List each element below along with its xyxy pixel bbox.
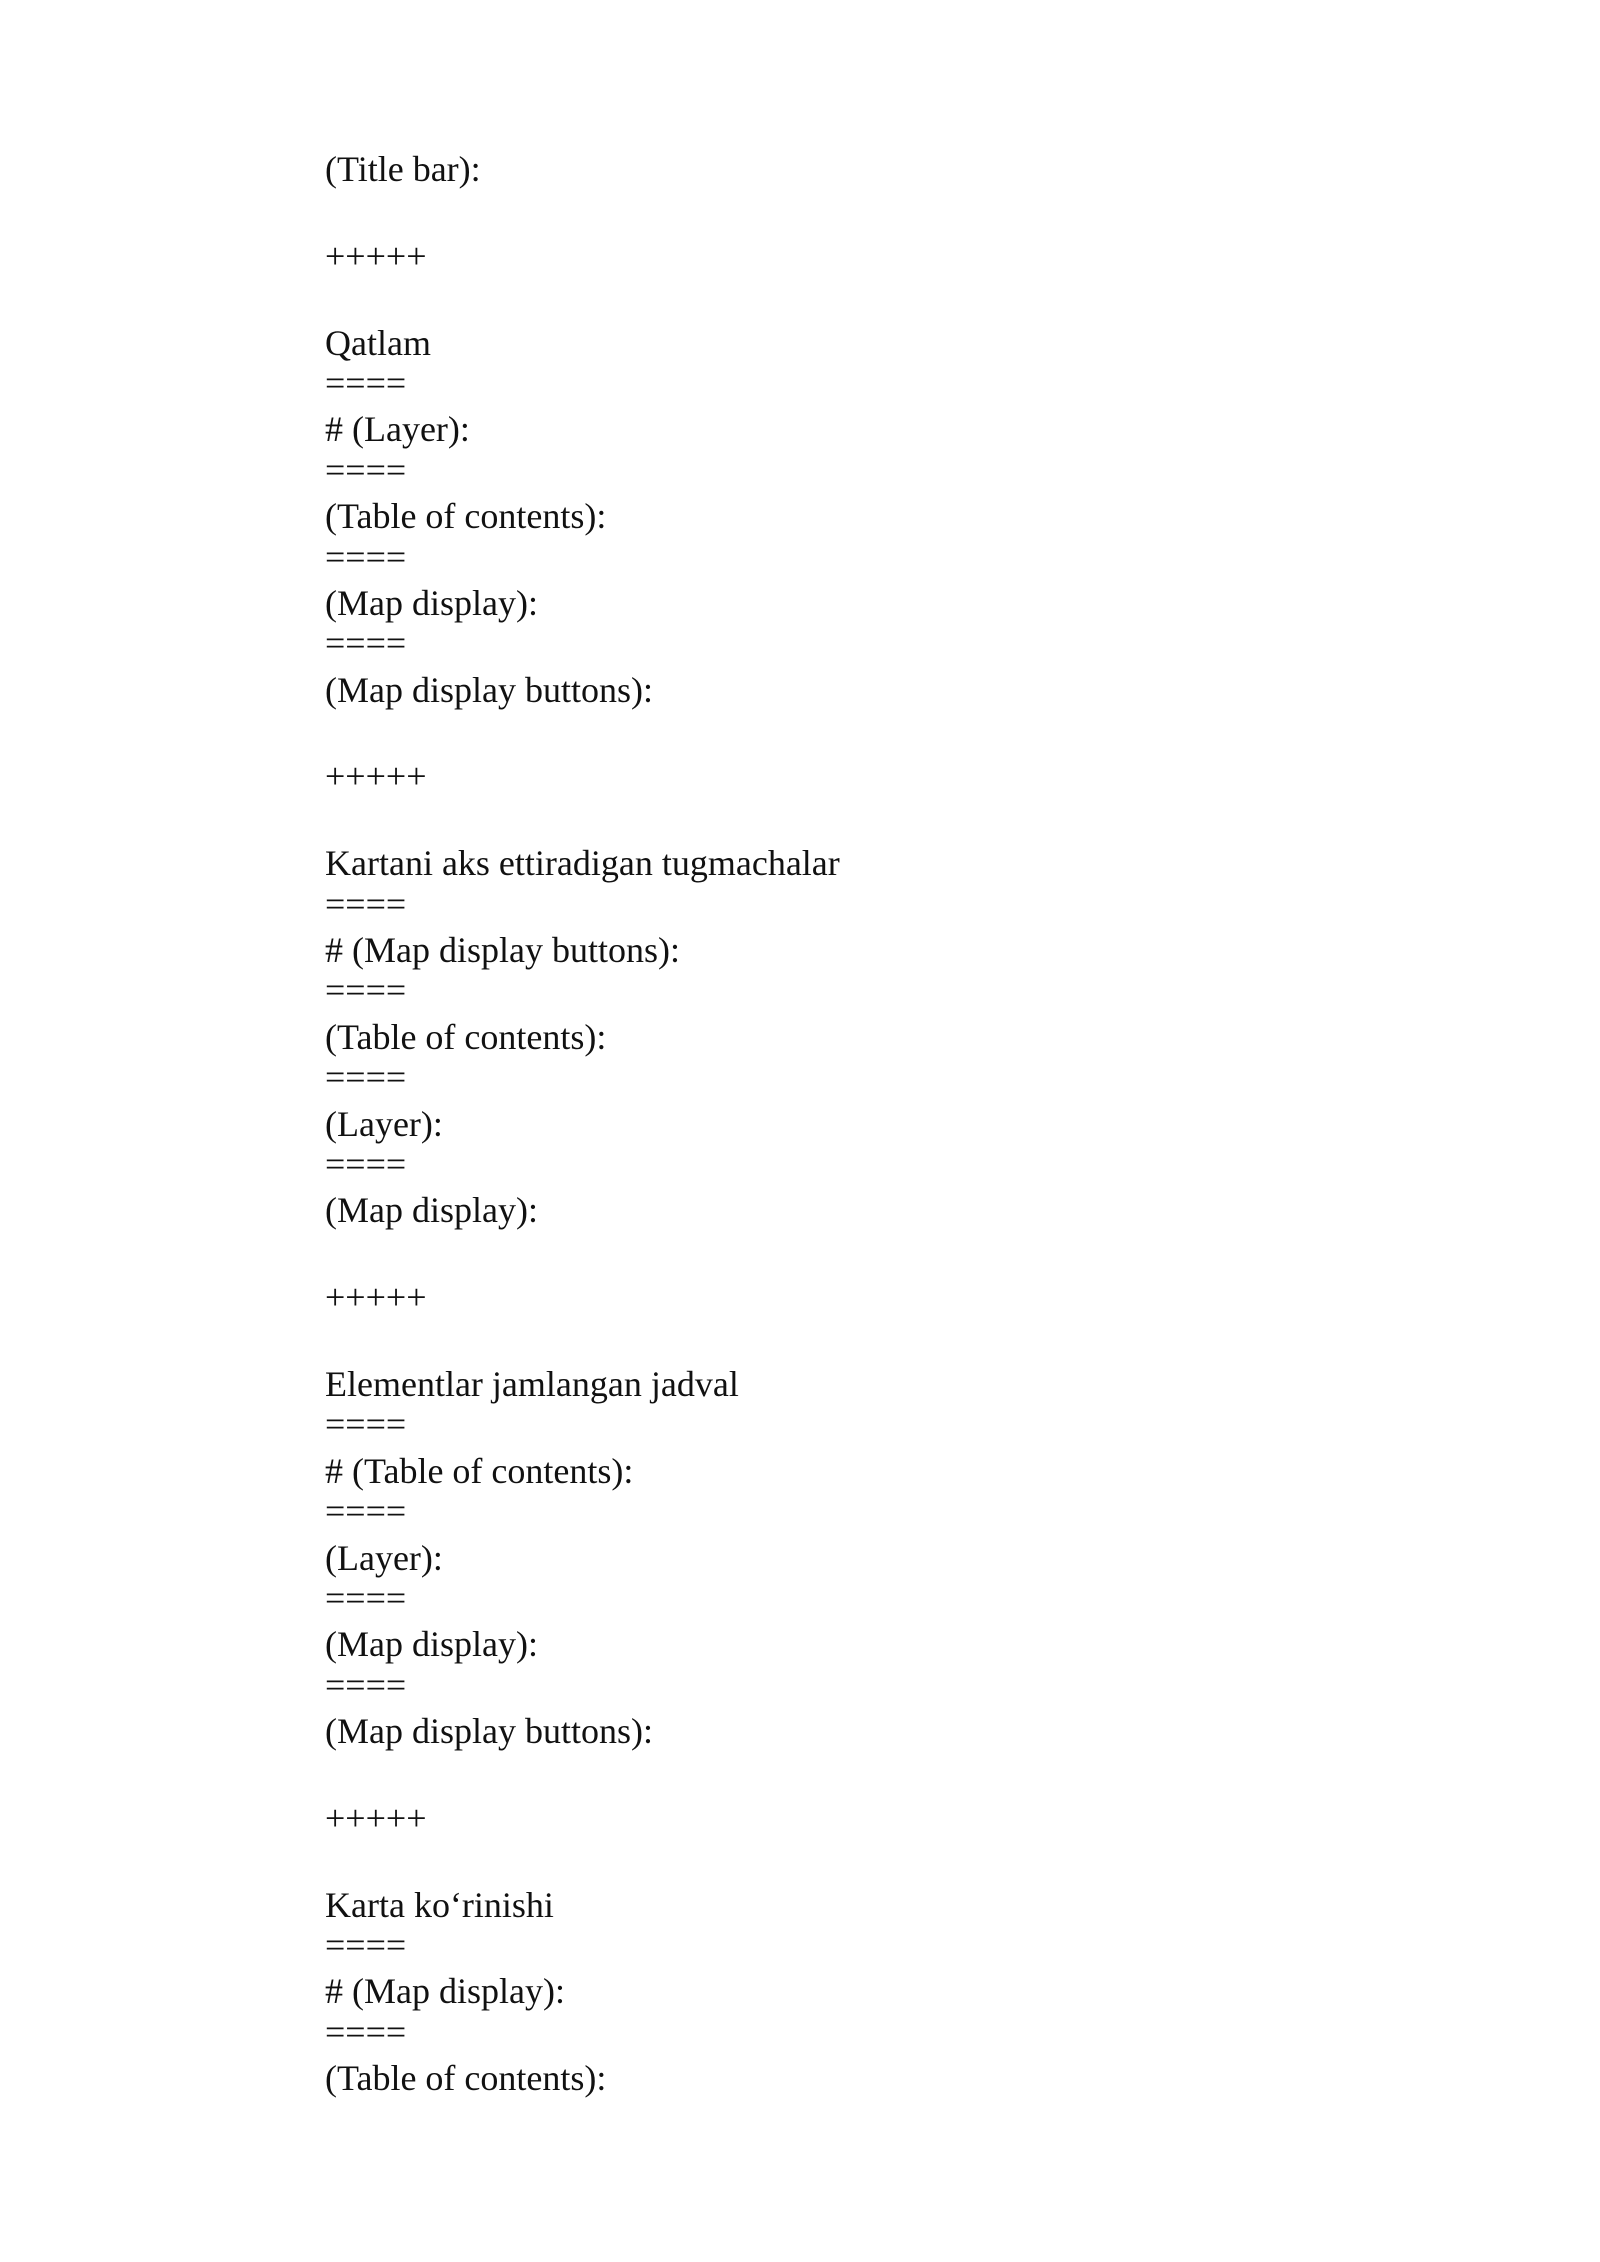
section-heading: # (Map display):: [325, 1971, 565, 2012]
text-line: (Layer):: [325, 1537, 443, 1578]
separator-line: ====: [325, 449, 407, 490]
text-line: (Map display):: [325, 1624, 538, 1665]
separator-line: ====: [325, 1143, 407, 1184]
section-divider: +++++: [325, 756, 427, 797]
text-line: Kartani aks ettiradigan tugmachalar: [325, 843, 840, 884]
separator-line: ====: [325, 970, 407, 1011]
separator-line: ====: [325, 536, 407, 577]
separator-line: ====: [325, 1057, 407, 1098]
blank-line: [325, 1320, 840, 1363]
text-line: (Table of contents):: [325, 496, 607, 537]
text-line: (Title bar):: [325, 149, 481, 189]
separator-line: ====: [325, 1577, 407, 1618]
blank-line: [325, 1840, 840, 1883]
section-heading: # (Map display buttons):: [325, 930, 680, 971]
text-line: (Layer):: [325, 1103, 443, 1144]
separator-line: ====: [325, 1664, 407, 1705]
separator-line: ====: [325, 1491, 407, 1532]
text-line: (Map display buttons):: [325, 1711, 653, 1752]
text-line: (Table of contents):: [325, 1016, 607, 1057]
separator-line: ====: [325, 623, 407, 664]
section-heading: # (Table of contents):: [325, 1450, 634, 1491]
separator-line: ====: [325, 1404, 407, 1445]
text-line: (Table of contents):: [325, 2058, 607, 2099]
text-line: Qatlam: [325, 322, 431, 363]
separator-line: ====: [325, 362, 407, 403]
section-divider: +++++: [325, 1277, 427, 1318]
text-line: Elementlar jamlangan jadval: [325, 1363, 739, 1404]
document-text: [325, 148, 840, 2101]
blank-line: [325, 191, 840, 234]
blank-line: [325, 1233, 840, 1276]
separator-line: ====: [325, 2011, 407, 2052]
blank-line: [325, 712, 840, 755]
text-line: (Map display):: [325, 582, 538, 623]
text-line: (Map display buttons):: [325, 669, 653, 710]
blank-line: [325, 278, 840, 321]
text-line: Karta ko‘rinishi: [325, 1884, 554, 1925]
blank-line: [325, 799, 840, 842]
separator-line: ====: [325, 883, 407, 924]
blank-line: [325, 1753, 840, 1796]
text-line: (Map display):: [325, 1190, 538, 1231]
section-heading: # (Layer):: [325, 409, 470, 450]
section-divider: +++++: [325, 235, 427, 276]
separator-line: ====: [325, 1925, 407, 1966]
section-divider: +++++: [325, 1797, 427, 1838]
